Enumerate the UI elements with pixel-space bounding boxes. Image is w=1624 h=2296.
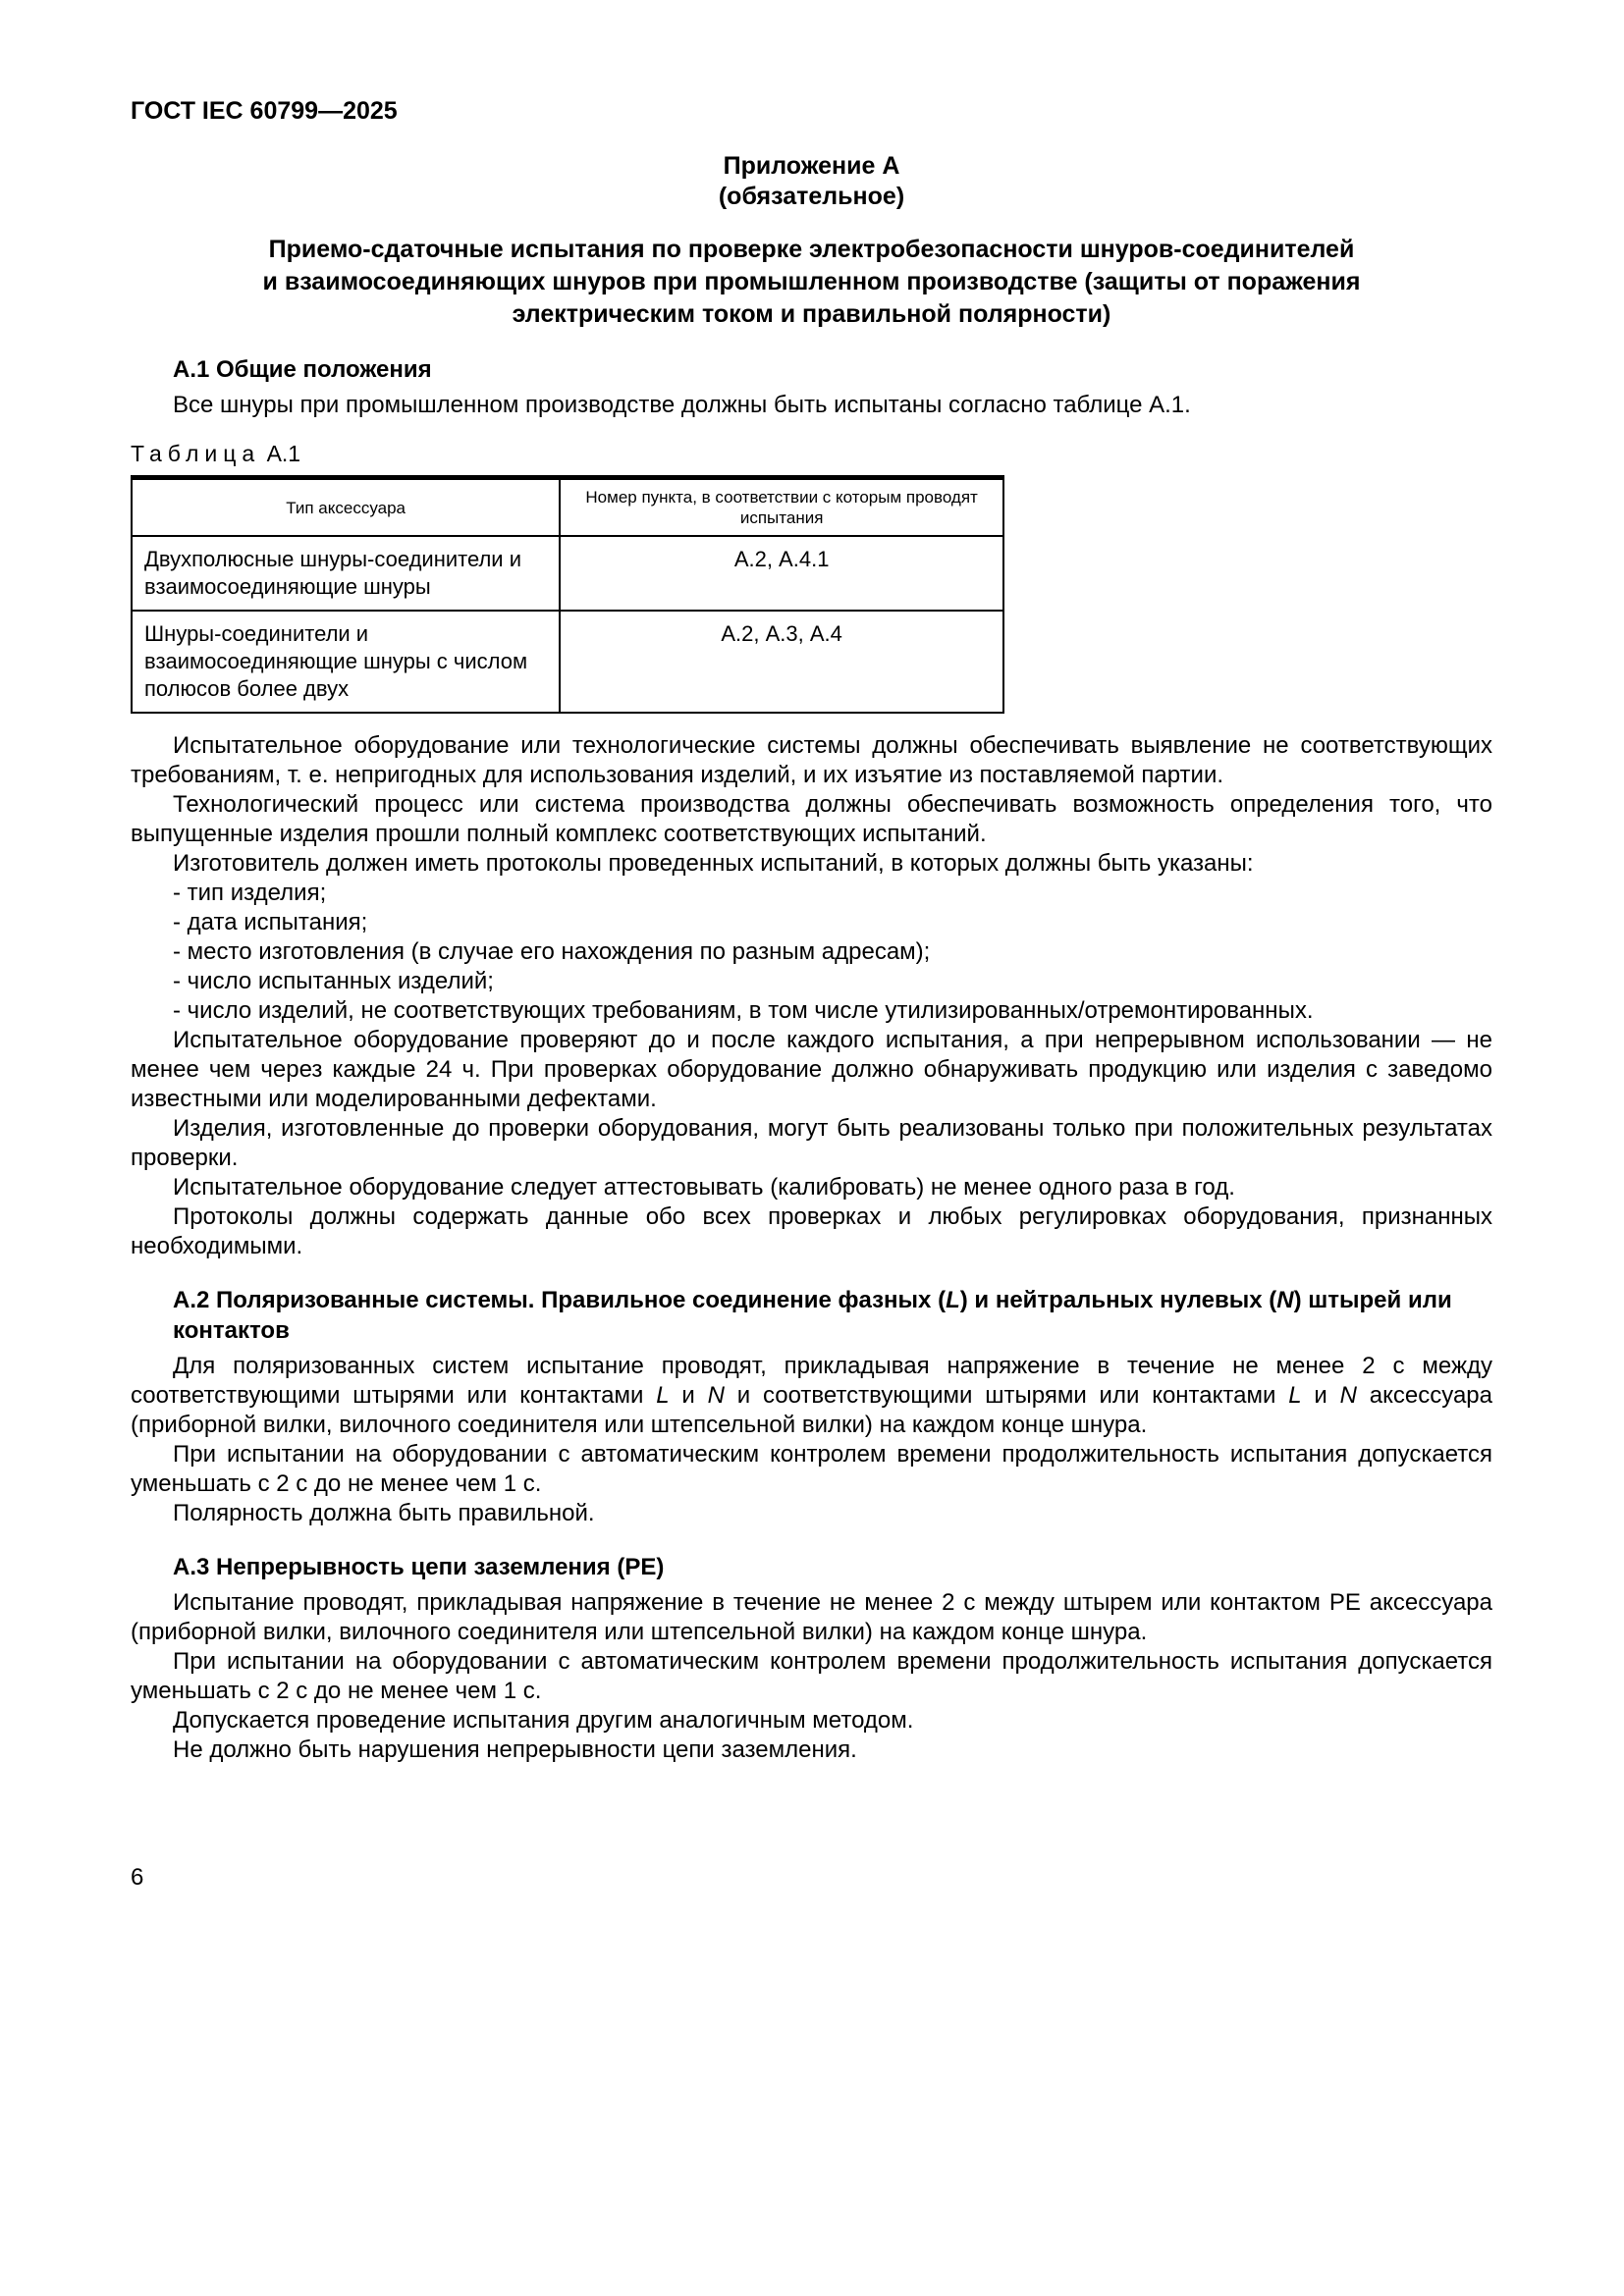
- table-row: [132, 611, 1003, 713]
- table-a1-label: [131, 440, 1492, 467]
- list-item: - тип изделия;: [173, 880, 327, 906]
- paragraph: При испытании на оборудовании с автоматическим контролем времени продолжительность испытания допускается уменьшать с 2 с до не менее чем 1 с.: [131, 1648, 1492, 1704]
- paragraph: При испытании на оборудовании с автоматическим контролем времени продолжительность испытания допускается уменьшать с 2 с до не менее чем 1 с.: [131, 1441, 1492, 1497]
- table-row: [132, 536, 1003, 611]
- annex-label: Приложение А: [723, 152, 900, 180]
- paragraph: Изготовитель должен иметь протоколы проведенных испытаний, в которых должны быть указаны:: [173, 850, 1254, 877]
- heading-text: А.2 Поляризованные системы. Правильное соединение фазных (: [173, 1287, 947, 1313]
- annex-title-line-1: Приемо-сдаточные испытания по проверке электробезопасности шнуров-соединителей: [268, 236, 1355, 263]
- symbol-n: N: [1339, 1382, 1357, 1409]
- paragraph: Испытательное оборудование проверяют до и после каждого испытания, а при непрерывном использовании — не менее чем через каждые 24 ч. При проверках оборудование должно обнаруживать продукцию или изделия с заведомо известными или моделированными дефектами.: [131, 1027, 1492, 1112]
- list-item: - место изготовления (в случае его нахождения по разным адресам);: [173, 938, 931, 965]
- paragraph: Полярность должна быть правильной.: [173, 1500, 595, 1526]
- paragraph: Испытание проводят, прикладывая напряжение в течение не менее 2 с между штырем или контактом РЕ аксессуара (приборной вилки, вилочного соединителя или штепсельной вилки) на каждом конце шнура.: [131, 1589, 1492, 1645]
- section-a1-heading: А.1 Общие положения: [173, 356, 432, 383]
- table-cell-clauses: А.2, А.4.1: [560, 536, 1003, 611]
- paragraph: Испытательное оборудование следует аттестовывать (калибровать) не менее одного раза в год.: [173, 1174, 1235, 1201]
- symbol-l: L: [1288, 1382, 1302, 1409]
- table-cell-clauses: А.2, А.3, А.4: [560, 611, 1003, 713]
- paragraph-text: и: [669, 1382, 708, 1409]
- heading-text: ) и нейтральных нулевых (: [959, 1287, 1277, 1313]
- list-item: - дата испытания;: [173, 909, 368, 935]
- paragraph: Допускается проведение испытания другим аналогичным методом.: [173, 1707, 914, 1734]
- document-header: ГОСТ IEC 60799—2025: [131, 97, 398, 125]
- paragraph-text: и: [1301, 1382, 1340, 1409]
- section-a2-heading: [131, 1285, 1492, 1346]
- paragraph: Испытательное оборудование или технологические системы должны обеспечивать выявление не соответствующих требованиям, т. е. непригодных для использования изделий, и их изъятие из поставляемой партии.: [131, 732, 1492, 788]
- paragraph: Технологический процесс или система производства должны обеспечивать возможность определения того, что выпущенные изделия прошли полный комплекс соответствующих испытаний.: [131, 791, 1492, 847]
- heading-symbol-l: L: [946, 1287, 960, 1313]
- heading-symbol-n: N: [1276, 1287, 1294, 1313]
- annex-title-line-3: электрическим током и правильной полярности): [512, 300, 1111, 328]
- paragraph: Не должно быть нарушения непрерывности цепи заземления.: [173, 1736, 857, 1763]
- paragraph-text: и соответствующими штырями или контактами: [724, 1382, 1289, 1409]
- section-a3-heading: А.3 Непрерывность цепи заземления (РЕ): [173, 1554, 665, 1580]
- paragraph-a1-intro: Все шнуры при промышленном производстве должны быть испытаны согласно таблице А.1.: [173, 392, 1191, 418]
- table-label-word: Таблица: [131, 441, 261, 466]
- table-cell-type: Шнуры-соединители и взаимосоединяющие шнуры с числом полюсов более двух: [132, 611, 560, 713]
- table-a1: [131, 475, 1004, 714]
- table-header-clauses: Номер пункта, в соответствии с которым проводят испытания: [560, 478, 1003, 537]
- symbol-n: N: [707, 1382, 725, 1409]
- list-item: - число изделий, не соответствующих требованиям, в том числе утилизированных/отремонтированных.: [173, 997, 1314, 1024]
- annex-status: (обязательное): [718, 183, 905, 210]
- annex-title-line-2: и взаимосоединяющих шнуров при промышленном производстве (защиты от поражения: [262, 268, 1361, 295]
- table-header-row: [132, 478, 1003, 537]
- page-number: 6: [131, 1864, 144, 1891]
- table-label-number: А.1: [266, 441, 301, 466]
- table-cell-type: Двухполюсные шнуры-соединители и взаимосоединяющие шнуры: [132, 536, 560, 611]
- paragraph-text: Для поляризованных систем испытание проводят, прикладывая напряжение в течение не менее 2 с между соответствующими штырями или контактами: [131, 1353, 1492, 1409]
- paragraph: Протоколы должны содержать данные обо всех проверках и любых регулировках оборудования, признанных необходимыми.: [131, 1203, 1492, 1259]
- annex-title: [131, 234, 1492, 331]
- table-header-type: Тип аксессуара: [132, 478, 560, 537]
- symbol-l: L: [656, 1382, 670, 1409]
- heading-text: ) штырей или контактов: [173, 1287, 1452, 1344]
- paragraph: Изделия, изготовленные до проверки оборудования, могут быть реализованы только при положительных результатах проверки.: [131, 1115, 1492, 1171]
- list-item: - число испытанных изделий;: [173, 968, 494, 994]
- paragraph-text: аксессуара (приборной вилки, вилочного соединителя или штепсельной вилки) на каждом конце шнура.: [131, 1382, 1493, 1438]
- paragraph: [131, 1352, 1492, 1440]
